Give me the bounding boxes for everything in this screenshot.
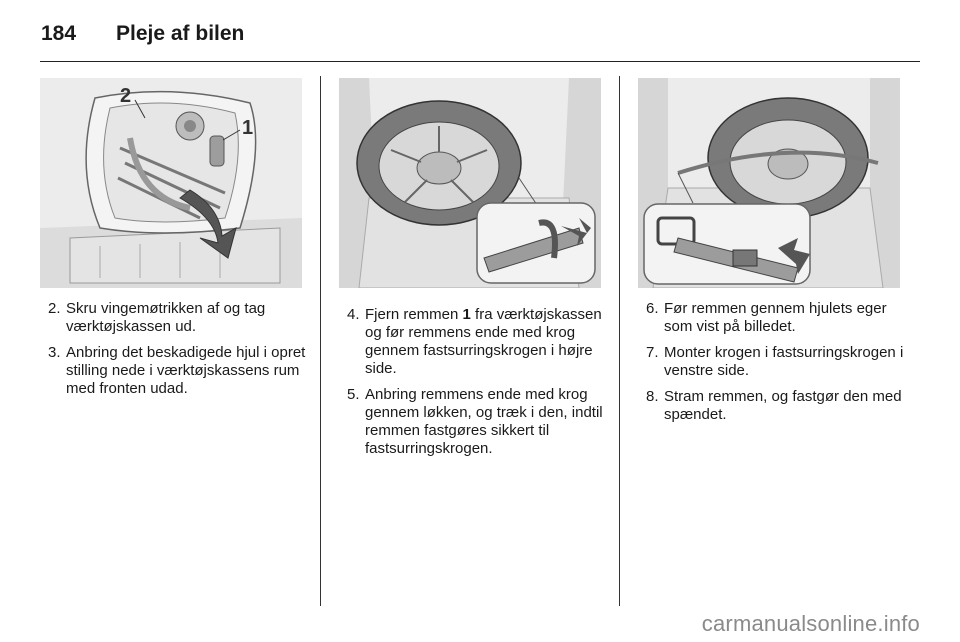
step-number: 5.: [347, 386, 360, 403]
step-text: [365, 306, 605, 378]
step-number: 2.: [48, 300, 61, 317]
column-divider-1: [320, 76, 321, 606]
page-number: 184: [41, 22, 77, 45]
list-item: [40, 344, 306, 398]
page-title: Pleje af bilen: [116, 22, 245, 45]
step-number: 7.: [646, 344, 659, 361]
step-number: 6.: [646, 300, 659, 317]
figure-toolbox: [40, 78, 302, 288]
figure-strap-buckle: [638, 78, 900, 288]
column-divider-2: [619, 76, 620, 606]
step-number: 3.: [48, 344, 61, 361]
figure-strap-right: [339, 78, 601, 288]
header-rule: [40, 61, 920, 62]
step-number: 8.: [646, 388, 659, 405]
step-text: Monter krogen i fastsurringskrogen i venstre side.: [664, 344, 904, 379]
list-item: [339, 386, 605, 458]
list-item: [638, 300, 904, 336]
step-text: Anbring remmens ende med krog gennem løkken, og træk i den, indtil remmen fastgøres sikkert til fastsurringskrogen.: [365, 386, 603, 457]
page-header: [41, 14, 244, 54]
strap-reference-number: 1: [462, 306, 471, 323]
step-text-part: Fjern remmen: [365, 306, 463, 323]
step-text-part: fra værktøjskassen og før remmens ende med krog gennem fastsurringskrogen i højre side.: [365, 306, 602, 377]
steps-column-2: [339, 306, 605, 466]
watermark: carmanualsonline.info: [701, 611, 920, 636]
step-text: Anbring det beskadigede hjul i opret stilling nede i værktøjskassens rum med fronten udad.: [66, 344, 306, 397]
list-item: [638, 344, 904, 380]
step-text: Skru vingemøtrikken af og tag værktøjskassen ud.: [66, 300, 266, 335]
callout-1: 1: [242, 117, 254, 139]
list-item: [40, 300, 306, 336]
list-item: [638, 388, 904, 424]
list-item: [339, 306, 605, 378]
steps-column-1: [40, 300, 306, 406]
step-text: Stram remmen, og fastgør den med spændet.: [664, 388, 902, 423]
callout-2: 2: [120, 85, 132, 107]
step-number: 4.: [347, 306, 360, 323]
steps-column-3: [638, 300, 904, 432]
step-text: Før remmen gennem hjulets eger som vist på billedet.: [664, 300, 887, 335]
